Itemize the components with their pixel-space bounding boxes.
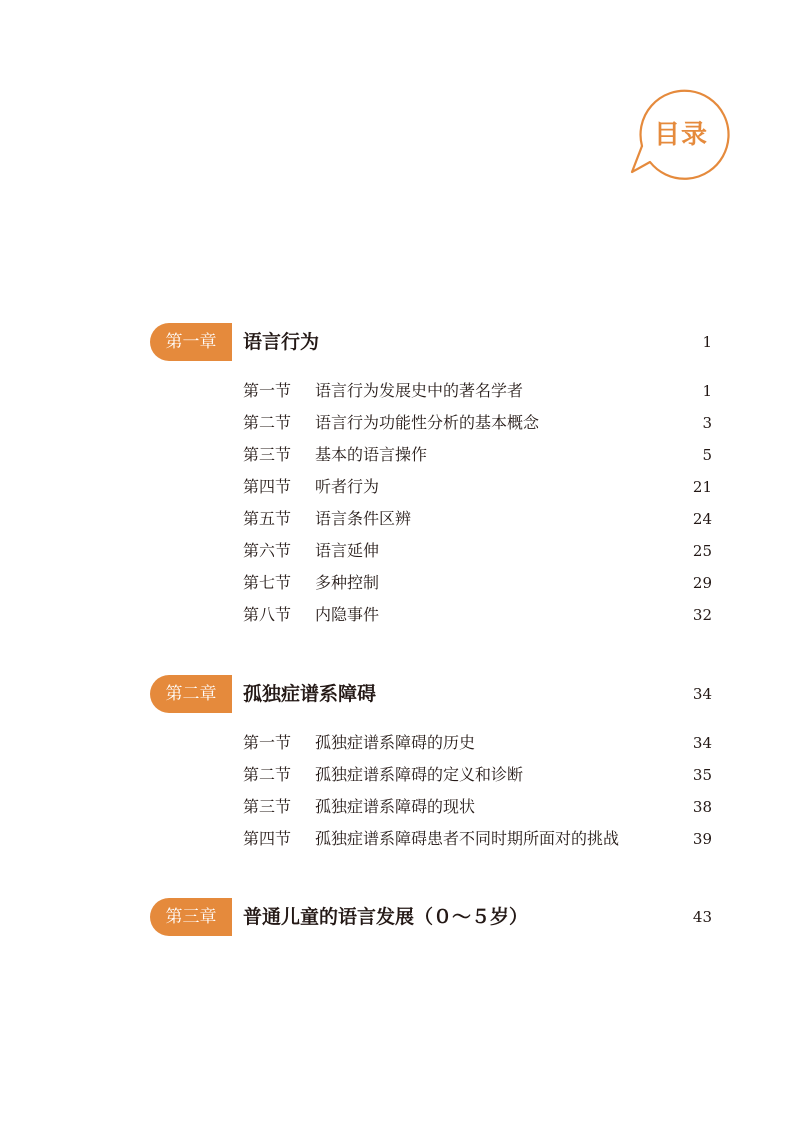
section-page-number: 5 (702, 446, 712, 464)
section-page-number: 34 (692, 734, 712, 752)
section-entry[interactable] (150, 535, 712, 567)
section-title: 孤独症谱系障碍的现状 (315, 797, 476, 816)
section-page-number: 38 (692, 798, 712, 816)
chapter-page-number: 1 (702, 333, 712, 351)
chapter-title: 普通儿童的语言发展（０～５岁） (243, 906, 529, 928)
chapter-3 (150, 898, 712, 938)
section-number: 第四节 (243, 829, 292, 848)
section-number: 第二节 (243, 765, 292, 784)
chapter-1 (150, 323, 712, 631)
section-number: 第一节 (243, 381, 292, 400)
section-title: 孤独症谱系障碍患者不同时期所面对的挑战 (315, 829, 620, 848)
section-title: 语言行为发展史中的著名学者 (315, 381, 524, 400)
chapter-2 (150, 675, 712, 855)
section-title: 语言行为功能性分析的基本概念 (315, 413, 540, 432)
section-title: 多种控制 (315, 573, 380, 592)
section-title: 听者行为 (315, 477, 380, 496)
section-page-number: 1 (702, 382, 712, 400)
section-number: 第四节 (243, 477, 292, 496)
chapter-number-badge: 第一章 (150, 323, 232, 361)
section-page-number: 32 (692, 606, 712, 624)
section-entry[interactable] (150, 599, 712, 631)
section-page-number: 21 (692, 478, 712, 496)
section-page-number: 24 (692, 510, 712, 528)
chapter-number-badge: 第三章 (150, 898, 232, 936)
section-page-number: 39 (692, 830, 712, 848)
section-title: 孤独症谱系障碍的定义和诊断 (315, 765, 524, 784)
section-number: 第二节 (243, 413, 292, 432)
page-title: 目录 (654, 120, 709, 150)
chapter-page-number: 43 (692, 908, 712, 926)
section-number: 第三节 (243, 445, 292, 464)
section-entry[interactable] (150, 791, 712, 823)
chapter-title: 语言行为 (243, 331, 320, 353)
section-page-number: 25 (692, 542, 712, 560)
section-page-number: 29 (692, 574, 712, 592)
section-number: 第一节 (243, 733, 292, 752)
section-title: 语言条件区辨 (315, 509, 412, 528)
section-title: 语言延伸 (315, 541, 380, 560)
section-page-number: 3 (702, 414, 712, 432)
section-number: 第八节 (243, 605, 292, 624)
chapter-number-badge: 第二章 (150, 675, 232, 713)
section-page-number: 35 (692, 766, 712, 784)
section-number: 第六节 (243, 541, 292, 560)
chapter-heading[interactable] (150, 323, 712, 363)
section-entry[interactable] (150, 567, 712, 599)
section-title: 内隐事件 (315, 605, 380, 624)
section-entry[interactable] (150, 407, 712, 439)
section-title: 基本的语言操作 (315, 445, 428, 464)
section-number: 第五节 (243, 509, 292, 528)
chapter-heading[interactable] (150, 675, 712, 715)
section-number: 第三节 (243, 797, 292, 816)
section-entry[interactable] (150, 471, 712, 503)
section-number: 第七节 (243, 573, 292, 592)
chapter-page-number: 34 (692, 685, 712, 703)
section-entry[interactable] (150, 439, 712, 471)
section-entry[interactable] (150, 375, 712, 407)
section-list (150, 727, 712, 855)
section-entry[interactable] (150, 503, 712, 535)
section-entry[interactable] (150, 759, 712, 791)
section-entry[interactable] (150, 823, 712, 855)
chapter-heading[interactable] (150, 898, 712, 938)
section-entry[interactable] (150, 727, 712, 759)
section-list (150, 375, 712, 631)
section-title: 孤独症谱系障碍的历史 (315, 733, 476, 752)
chapter-title: 孤独症谱系障碍 (243, 683, 377, 705)
